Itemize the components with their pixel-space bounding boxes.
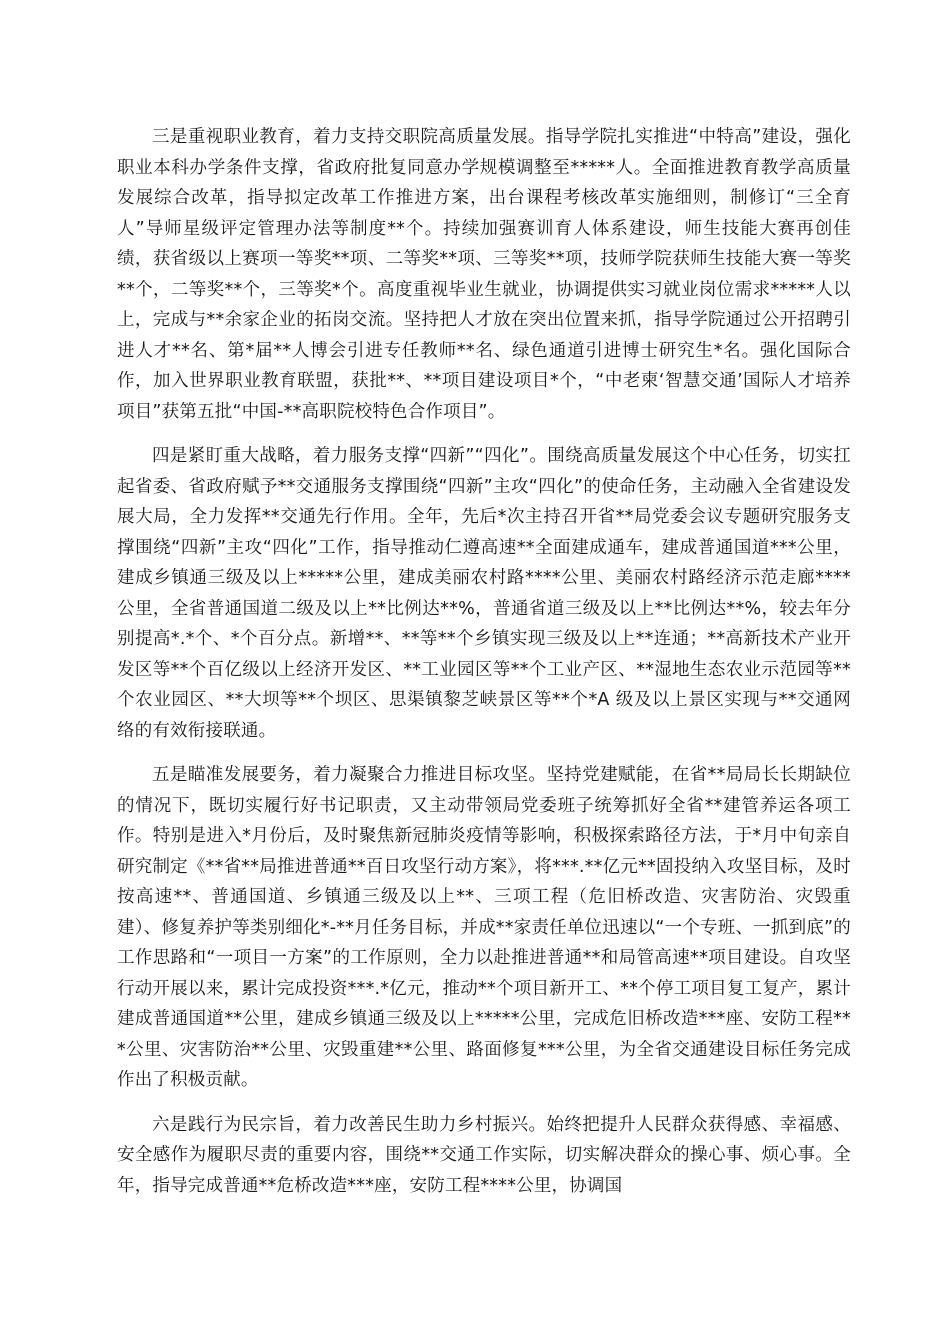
paragraph-major-strategy: 四是紧盯重大战略，着力服务支撑“四新”“四化”。围绕高质量发展这个中心任务，切实扛起省委、省政府赋予**交通服务支撑围绕“四新”主攻“四化”的使命任务，主动融入全省建设发展大局，全力发挥**交通先行作用。全年，先后*次主持召开省**局党委会议专题研究服务支撑围绕“四新”主攻“四化”工作，指导推动仁遵高速**全面建成通车，建成普通国道***公里，建成乡镇通三级及以上*****公里，建成美丽农村路****公里、美丽农村路经济示范走廊****公里，全省普通国道二级及以上**比例达**%，普通省道三级及以上**比例达**%，较去年分别提高*.*个、*个百分点。新增**、**等**个乡镇实现三级及以上**连通；**高新技术产业开发区等**个百亿级以上经济开发区、**工业园区等**个工业产区、**湿地生态农业示范园等**个农业园区、**大坝等**个坝区、思渠镇黎芝峡景区等**个*A 级及以上景区实现与**交通网络的有效衔接联通。 <box>117 446 851 741</box>
paragraph-development-goals: 五是瞄准发展要务，着力凝聚合力推进目标攻坚。坚持党建赋能，在省**局局长长期缺位的情况下，既切实履行好书记职责，又主动带领局党委班子统筹抓好全省**建管养运各项工作。特别是进入*月份后，及时聚焦新冠肺炎疫情等影响，积极探索路径方法，于*月中旬亲自研究制定《**省**局推进普通**百日攻坚行动方案》，将***.**亿元**固投纳入攻坚目标，及时按高速**、普通国道、乡镇通三级及以上**、三项工程（危旧桥改造、灾害防治、灾毁重建）、修复养护等类别细化*-**月任务目标，并成**家责任单位迅速以“一个专班、一抓到底”的工作思路和“一项目一方案”的工作原则，全力以赴推进普通**和局管高速**项目建设。自攻坚行动开展以来，累计完成投资***.*亿元，推动**个项目新开工、**个停工项目复工复产，累计建成普通国道**公里，建成乡镇通三级及以上*****公里，完成危旧桥改造***座、安防工程***公里、灾害防治**公里、灾毁重建**公里、路面修复***公里，为全省交通建设目标任务完成作出了积极贡献。 <box>117 765 851 1090</box>
paragraph-vocational-education: 三是重视职业教育，着力支持交职院高质量发展。指导学院扎实推进“中特高”建设，强化职业本科办学条件支撑，省政府批复同意办学规模调整至*****人。全面推进教育教学高质量发展综合改革，指导拟定改革工作推进方案，出台课程考核改革实施细则，制修订“三全育人”导师星级评定管理办法等制度**个。持续加强赛训育人体系建设，师生技能大赛再创佳绩，获省级以上赛项一等奖**项、二等奖**项、三等奖**项，技师学院获师生技能大赛一等奖**个，二等奖**个，三等奖*个。高度重视毕业生就业，协调提供实习就业岗位需求*****人以上，完成与**余家企业的拓岗交流。坚持把人才放在突出位置来抓，指导学院通过公开招聘引进人才**名、第*届**人博会引进专任教师**名、绿色通道引进博士研究生*名。强化国际合作，加入世界职业教育联盟，获批**、**项目建设项目*个，“中老柬‘智慧交通’国际人才培养项目”获第五批“中国-**高职院校特色合作项目”。 <box>117 127 851 422</box>
paragraph-people-livelihood: 六是践行为民宗旨，着力改善民生助力乡村振兴。始终把提升人民群众获得感、幸福感、安全感作为履职尽责的重要内容，围绕**交通工作实际，切实解决群众的操心事、烦心事。全年，指导完成普通**危桥改造***座，安防工程****公里，协调国 <box>117 1114 851 1196</box>
document-body <box>117 122 851 1215</box>
